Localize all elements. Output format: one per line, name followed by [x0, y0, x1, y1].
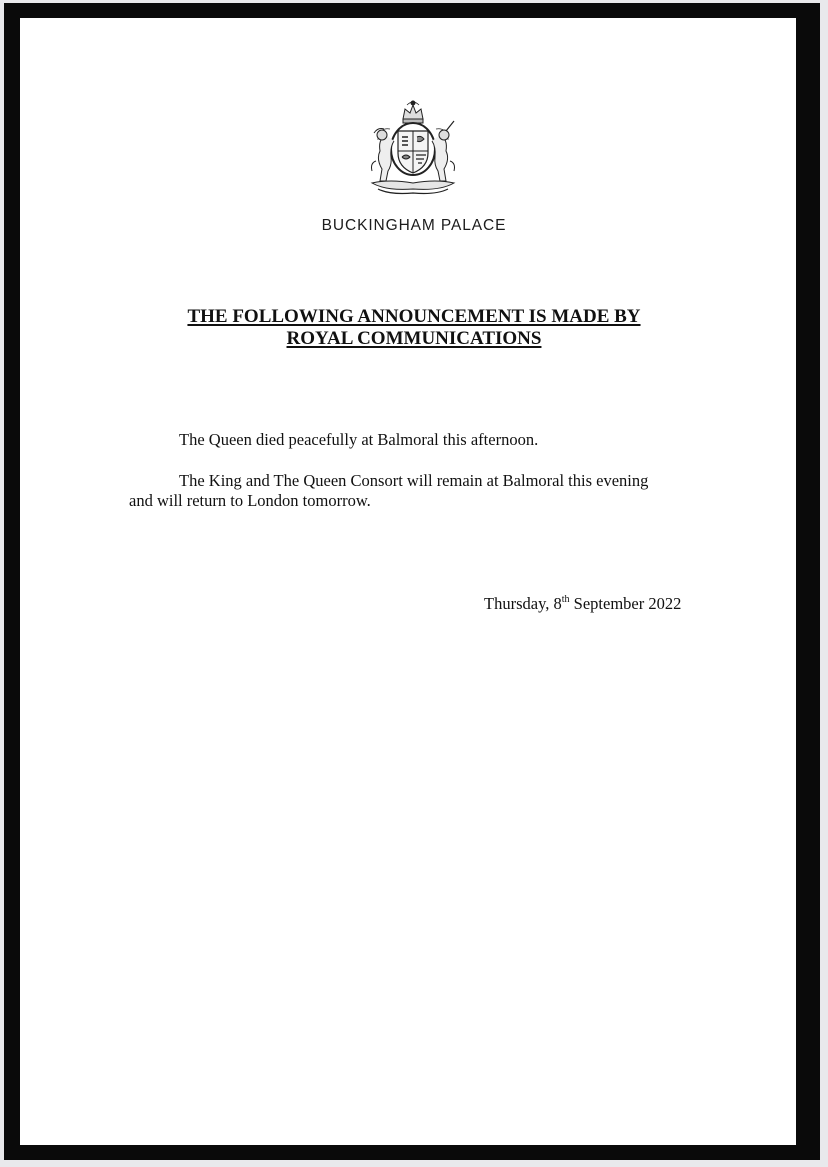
announcement-date	[484, 594, 681, 614]
announcement-heading	[0, 306, 828, 350]
organisation-name: BUCKINGHAM PALACE	[321, 217, 507, 234]
date-day: Thursday, 8	[484, 594, 562, 613]
date-ordinal-suffix: th	[561, 594, 570, 605]
heading-line-2: ROYAL COMMUNICATIONS	[286, 328, 542, 349]
heading-line-1: THE FOLLOWING ANNOUNCEMENT IS MADE BY	[187, 306, 641, 327]
royal-coat-of-arms-icon	[360, 99, 466, 197]
paragraph-2-line-2: and will return to London tomorrow.	[129, 491, 371, 510]
date-month-year: September 2022	[569, 594, 682, 613]
paragraph-2-line-1: The King and The Queen Consort will remain at Balmoral this evening	[179, 471, 649, 490]
paragraph-1: The Queen died peacefully at Balmoral this afternoon.	[179, 430, 539, 449]
